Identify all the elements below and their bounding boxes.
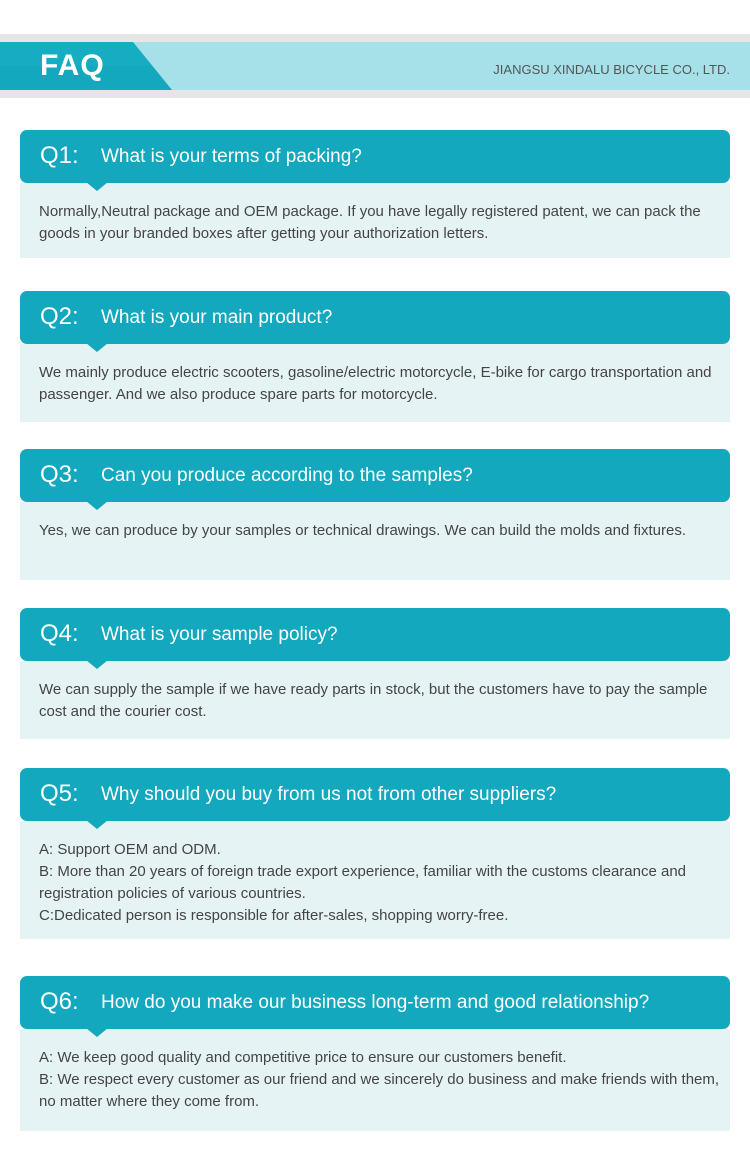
answer-body	[20, 821, 730, 939]
top-divider	[0, 34, 750, 42]
pointer-arrow	[86, 501, 108, 510]
answer-text: C:Dedicated person is responsible for after-sales, shopping worry-free.	[39, 907, 509, 924]
question-header	[20, 449, 730, 502]
answer-body	[20, 344, 730, 422]
answer-text: B: We respect every customer as our friend and we sincerely do business and make friends with them, no matter where they come from.	[39, 1071, 720, 1110]
answer-text: We mainly produce electric scooters, gasoline/electric motorcycle, E-bike for cargo transportation and passenger. And we also produce spare parts for motorcycle.	[39, 364, 712, 403]
question-number: Q4:	[40, 620, 79, 647]
answer-text: B: More than 20 years of foreign trade export experience, familiar with the customs clearance and registration policies of various countries.	[39, 863, 686, 902]
pointer-arrow	[86, 820, 108, 829]
company-name: JIANGSU XINDALU BICYCLE CO., LTD.	[493, 62, 730, 77]
question-header	[20, 291, 730, 344]
pointer-arrow	[86, 343, 108, 352]
pointer-arrow	[86, 182, 108, 191]
answer-body	[20, 502, 730, 580]
page-title: FAQ	[40, 49, 105, 82]
answer-text: Yes, we can produce by your samples or technical drawings. We can build the molds and fixtures.	[39, 522, 687, 539]
faq-item-q2	[20, 291, 730, 422]
question-header	[20, 768, 730, 821]
question-header	[20, 608, 730, 661]
faq-item-q4	[20, 608, 730, 739]
answer-body	[20, 661, 730, 739]
question-text: Can you produce according to the samples?	[101, 465, 473, 486]
question-number: Q3:	[40, 461, 79, 488]
question-header	[20, 976, 730, 1029]
question-text: Why should you buy from us not from other suppliers?	[101, 784, 557, 805]
answer-text: A: Support OEM and ODM.	[39, 841, 221, 858]
answer-text: A: We keep good quality and competitive price to ensure our customers benefit.	[39, 1049, 567, 1066]
question-text: How do you make our business long-term and good relationship?	[101, 992, 650, 1013]
answer-body	[20, 1029, 730, 1131]
faq-item-q1	[20, 130, 730, 258]
faq-item-q5	[20, 768, 730, 939]
faq-item-q6	[20, 976, 730, 1131]
pointer-arrow	[86, 660, 108, 669]
question-number: Q5:	[40, 780, 79, 807]
answer-body	[20, 183, 730, 258]
answer-text: Normally,Neutral package and OEM package. If you have legally registered patent, we can pack the goods in your branded boxes after getting your authorization letters.	[39, 203, 701, 242]
question-number: Q2:	[40, 303, 79, 330]
question-text: What is your terms of packing?	[101, 146, 362, 167]
faq-item-q3	[20, 449, 730, 580]
question-number: Q1:	[40, 142, 79, 169]
pointer-arrow	[86, 1028, 108, 1037]
header-bottom-divider	[0, 90, 750, 98]
answer-text: We can supply the sample if we have ready parts in stock, but the customers have to pay the sample cost and the courier cost.	[39, 681, 708, 720]
question-text: What is your sample policy?	[101, 624, 338, 645]
question-text: What is your main product?	[101, 307, 333, 328]
question-number: Q6:	[40, 988, 79, 1015]
question-header	[20, 130, 730, 183]
